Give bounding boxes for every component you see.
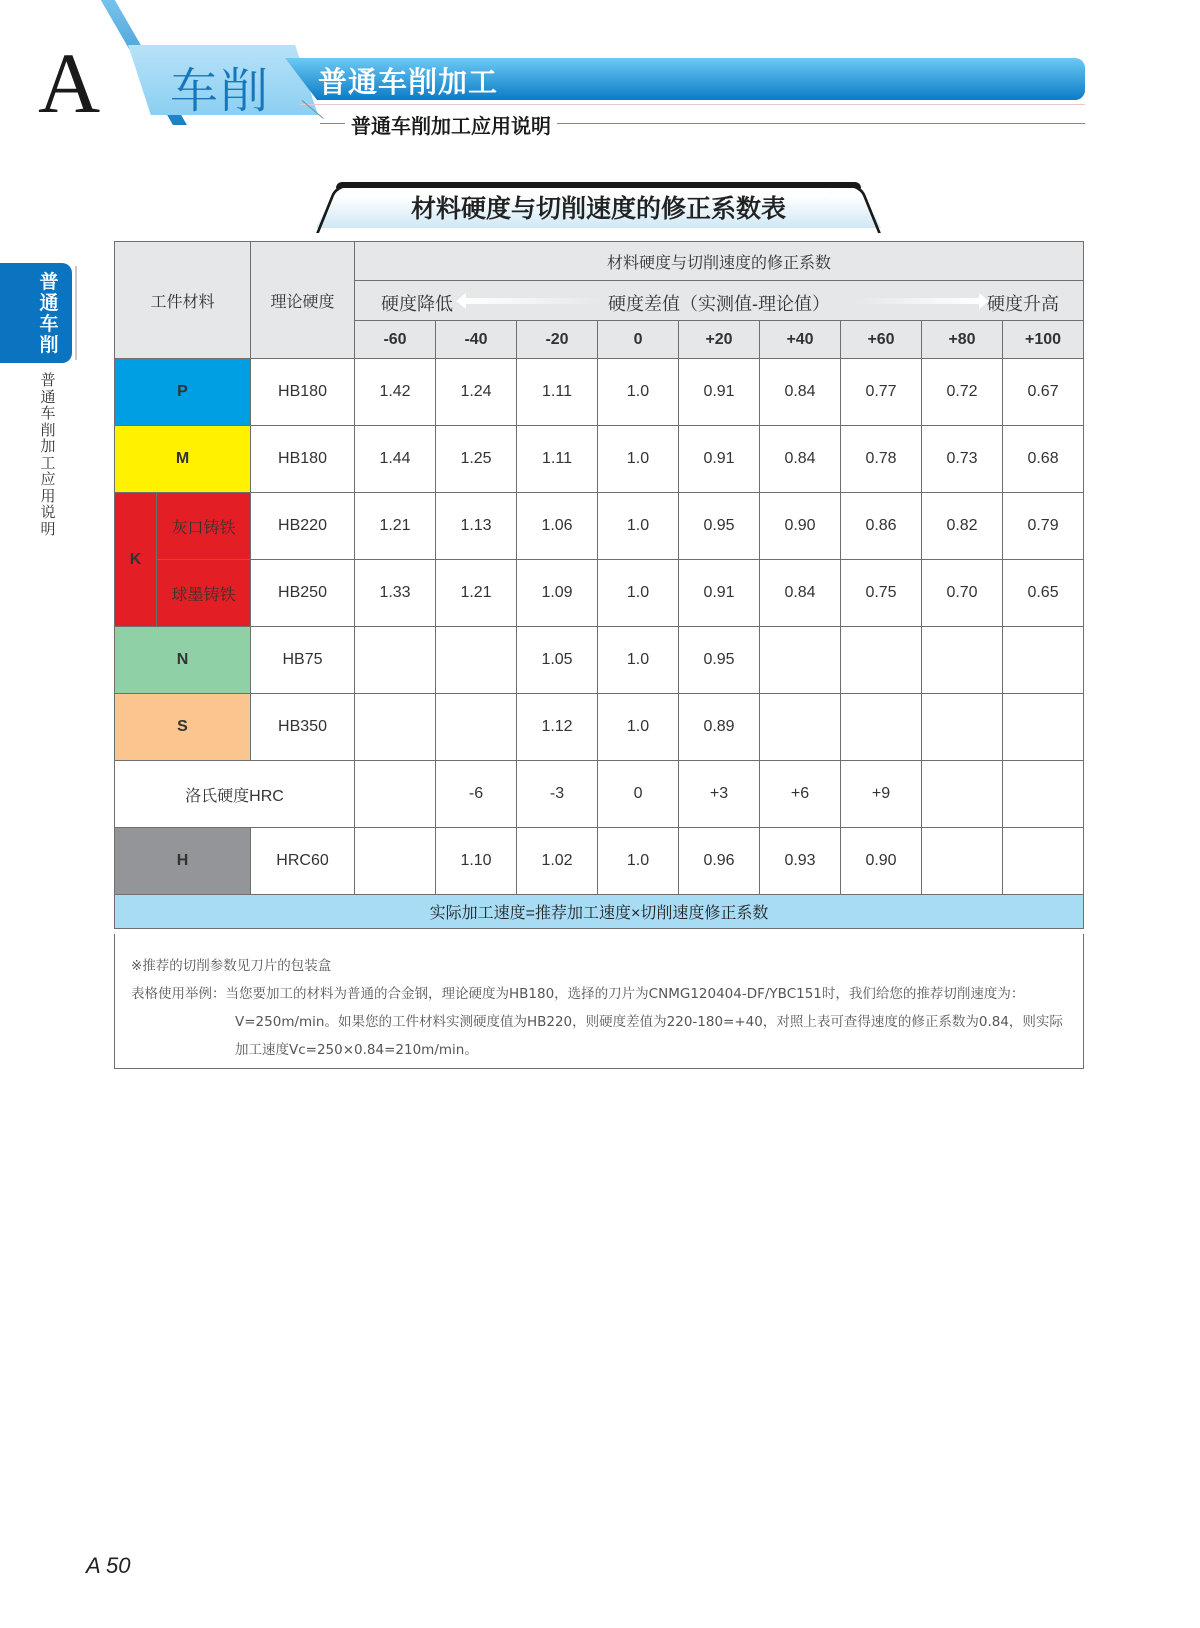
value-cell: 0.90 [760,493,841,560]
arrow-left-icon [465,298,605,304]
col-header: -40 [436,321,517,359]
table-title-banner [316,182,881,228]
direction-mid-label: 硬度差值（实测值-理论值） [608,294,831,314]
note-example-line2: V=250m/min。如果您的工件材料实测硬度值为HB220，则硬度差值为220-180=+40，对照上表可查得速度的修正系数为0.84，则实际 [235,1014,1063,1030]
value-cell: 0.78 [841,426,922,493]
value-cell: 1.0 [598,493,679,560]
table-row-k-gray-iron [115,493,1084,560]
material-badge-m: M [115,426,251,493]
value-cell: 1.33 [355,560,436,627]
usage-notes-box [114,934,1084,1069]
value-cell [436,627,517,694]
value-cell: 1.0 [598,828,679,895]
material-badge-p: P [115,359,251,426]
value-cell: 0.75 [841,560,922,627]
value-cell: 0.91 [679,560,760,627]
value-cell: 1.12 [517,694,598,761]
value-cell [1003,694,1084,761]
value-cell: 0.91 [679,426,760,493]
direction-high-label: 硬度升高 [987,294,1060,314]
value-cell: 0.79 [1003,493,1084,560]
value-cell: 0.84 [760,560,841,627]
note-packaging: ※推荐的切削参数见刀片的包装盒 [131,958,332,974]
hardness-cell: HB220 [251,493,355,560]
hrc-cell: +6 [760,761,841,828]
value-cell [436,694,517,761]
value-cell: 0.68 [1003,426,1084,493]
value-cell: 1.44 [355,426,436,493]
hrc-label: 洛氏硬度HRC [115,761,355,828]
value-cell: 0.95 [679,493,760,560]
hrc-cell: 0 [598,761,679,828]
material-badge-h: H [115,828,251,895]
section-letter: A [38,35,101,131]
value-cell: 1.13 [436,493,517,560]
formula-banner: 实际加工速度=推荐加工速度×切削速度修正系数 [115,895,1084,929]
value-cell: 0.91 [679,359,760,426]
hardness-cell: HB250 [251,560,355,627]
material-badge-k: K [115,493,157,627]
value-cell: 0.96 [679,828,760,895]
header-divider [300,104,1085,105]
value-cell: 0.82 [922,493,1003,560]
value-cell [841,694,922,761]
col-header: +80 [922,321,1003,359]
page-number: A 50 [86,1553,131,1578]
col-header: +20 [679,321,760,359]
value-cell: 0.86 [841,493,922,560]
col-header: +40 [760,321,841,359]
table-title: 材料硬度与切削速度的修正系数表 [410,194,786,223]
value-cell [1003,828,1084,895]
hardness-cell: HB75 [251,627,355,694]
k-subtype-label: 球墨铸铁 [157,560,251,627]
header-theoretical-hardness: 理论硬度 [251,242,355,359]
value-cell [841,627,922,694]
hrc-cell: -6 [436,761,517,828]
value-cell: 0.95 [679,627,760,694]
value-cell: 0.65 [1003,560,1084,627]
value-cell: 1.11 [517,426,598,493]
value-cell: 1.02 [517,828,598,895]
value-cell [922,627,1003,694]
hardness-cell: HRC60 [251,828,355,895]
hrc-cell [922,761,1003,828]
value-cell [355,694,436,761]
value-cell [760,627,841,694]
category-title: 车削 [170,63,271,119]
value-cell [1003,627,1084,694]
value-cell: 1.11 [517,359,598,426]
value-cell: 1.05 [517,627,598,694]
value-cell: 1.06 [517,493,598,560]
k-subtype-label: 灰口铸铁 [157,493,251,560]
page-subtitle: 普通车削加工应用说明 [345,110,557,139]
table-row-m [115,426,1084,493]
col-header: +100 [1003,321,1084,359]
value-cell: 0.73 [922,426,1003,493]
value-cell: 0.77 [841,359,922,426]
value-cell [355,627,436,694]
col-header: 0 [598,321,679,359]
side-tab-label[interactable]: 普通车削 [39,271,59,356]
table-row-k-ductile-iron [115,560,1084,627]
value-cell [760,694,841,761]
header-coefficient-group: 材料硬度与切削速度的修正系数 [355,242,1084,281]
table-row-s [115,694,1084,761]
header-material: 工件材料 [115,242,251,359]
hardness-direction-row [355,281,1084,321]
value-cell: 1.25 [436,426,517,493]
material-badge-n: N [115,627,251,694]
hrc-cell: +3 [679,761,760,828]
note-example-line1: 表格使用举例：当您要加工的材料为普通的合金钢，理论硬度为HB180，选择的刀片为CNMG120404-DF/YBC151时，我们给您的推荐切削速度为： [131,986,1025,1002]
direction-low-label: 硬度降低 [381,294,454,314]
value-cell [922,828,1003,895]
table-row-hrc [115,761,1084,828]
value-cell: 1.0 [598,694,679,761]
value-cell [355,828,436,895]
value-cell: 1.0 [598,560,679,627]
hrc-cell: +9 [841,761,922,828]
hardness-cell: HB350 [251,694,355,761]
material-badge-s: S [115,694,251,761]
hardness-cell: HB180 [251,359,355,426]
side-tab-edge [75,266,77,360]
value-cell: 0.93 [760,828,841,895]
note-example-line3: 加工速度Vc=250×0.84=210m/min。 [235,1042,478,1058]
hardness-cell: HB180 [251,426,355,493]
table-title-top-border [336,182,861,188]
col-header: +60 [841,321,922,359]
value-cell: 1.0 [598,426,679,493]
value-cell: 1.10 [436,828,517,895]
table-row-h [115,828,1084,895]
value-cell: 1.09 [517,560,598,627]
col-header: -20 [517,321,598,359]
hrc-cell [355,761,436,828]
side-tab[interactable] [0,263,72,363]
correction-coefficient-table [114,241,1084,929]
value-cell: 0.70 [922,560,1003,627]
page-title: 普通车削加工 [318,65,499,99]
value-cell: 0.84 [760,426,841,493]
value-cell: 0.90 [841,828,922,895]
table-row-n [115,627,1084,694]
value-cell: 0.89 [679,694,760,761]
arrow-right-icon [855,298,980,304]
value-cell: 0.72 [922,359,1003,426]
value-cell: 1.21 [355,493,436,560]
value-cell: 1.24 [436,359,517,426]
col-header: -60 [355,321,436,359]
table-row-p [115,359,1084,426]
hrc-cell [1003,761,1084,828]
value-cell: 1.0 [598,359,679,426]
value-cell: 1.42 [355,359,436,426]
value-cell [922,694,1003,761]
value-cell: 0.67 [1003,359,1084,426]
side-sub-label: 普通车削加工应用说明 [40,371,56,538]
hrc-cell: -3 [517,761,598,828]
value-cell: 1.0 [598,627,679,694]
value-cell: 0.84 [760,359,841,426]
value-cell: 1.21 [436,560,517,627]
